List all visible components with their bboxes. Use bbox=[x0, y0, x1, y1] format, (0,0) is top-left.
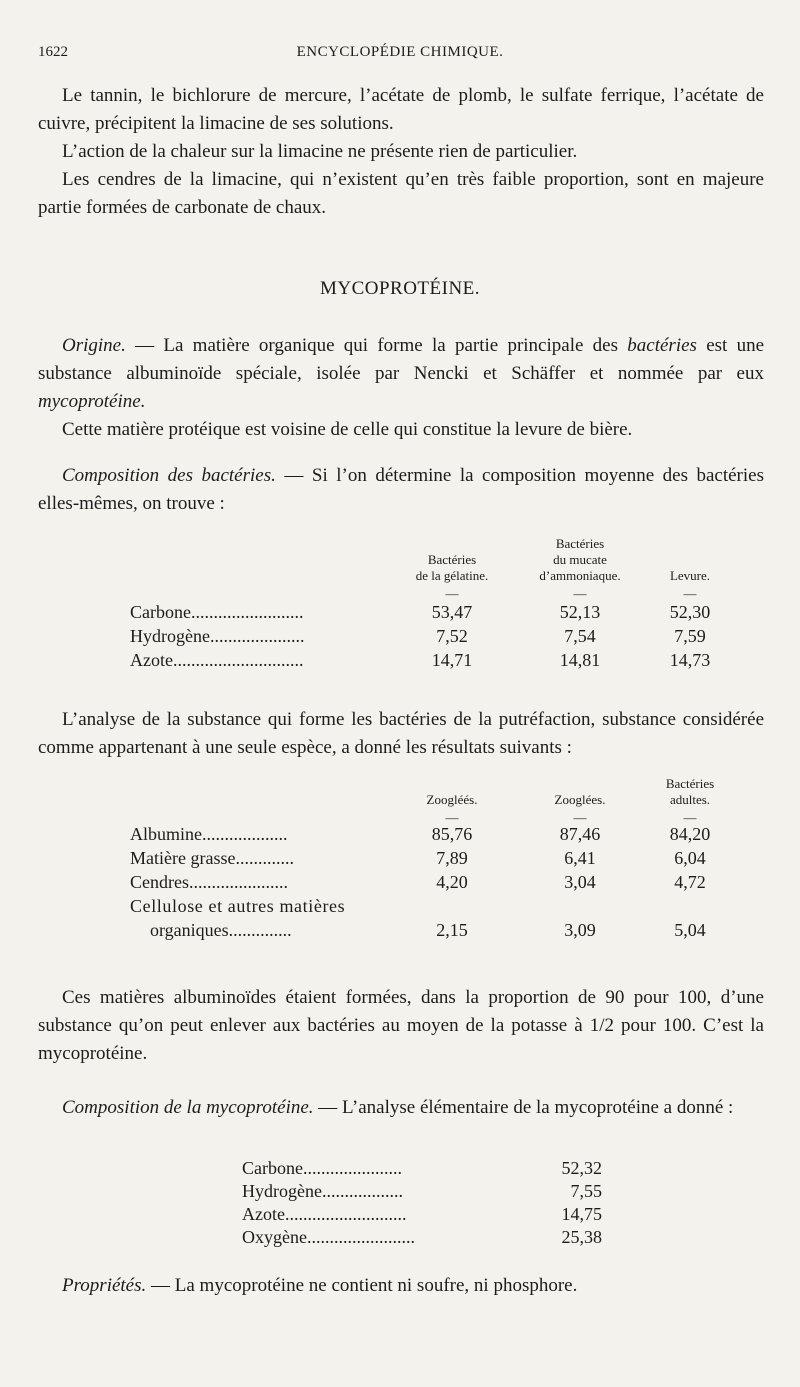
proprietes-text: — La mycoprotéine ne contient ni soufre, ni phosphore. bbox=[146, 1275, 578, 1296]
composition-bacteries-text: — Si l’on détermine la composition moyenne des bactéries elles-mêmes, on trouve : bbox=[38, 465, 764, 514]
row-label: Albumine................... bbox=[130, 824, 288, 844]
cell-value: 52,32 bbox=[561, 1158, 602, 1178]
row-label: Cendres...................... bbox=[130, 872, 288, 892]
table2-dash-2: — bbox=[573, 810, 587, 825]
cell-value: 52,30 bbox=[669, 602, 711, 622]
cell-value: 7,59 bbox=[674, 626, 706, 646]
cell-value: 14,73 bbox=[669, 650, 711, 670]
proprietes-label: Propriétés. bbox=[62, 1275, 147, 1296]
table2-dash-1: — bbox=[445, 810, 459, 825]
cell-value: 85,76 bbox=[431, 824, 473, 844]
table-row bbox=[130, 650, 730, 676]
table2-col-header-3: Bactéries adultes. bbox=[665, 776, 715, 807]
table-row bbox=[130, 872, 730, 898]
table-row bbox=[130, 626, 730, 652]
table-row bbox=[130, 896, 730, 922]
table2-col-header-2: Zooglées. bbox=[554, 792, 606, 807]
composition-bacteries-label: Composition des bactéries. bbox=[62, 465, 276, 486]
cell-value: 14,71 bbox=[431, 650, 473, 670]
origine-text-a: — La matière organique qui forme la partie principale des bbox=[125, 335, 628, 356]
row-label: Azote........................... bbox=[242, 1204, 407, 1224]
albuminoides-paragraph: Ces matières albuminoïdes étaient formées, dans la proportion de 90 pour 100, d’une substance qu’on peut enlever aux bactéries au moyen de la potasse à 1/2 pour 100. C’est la mycoprotéine. bbox=[38, 987, 764, 1064]
intro-paragraph-3: Les cendres de la limacine, qui n’existent qu’en très faible proportion, sont en majeure partie formées de carbonate de chaux. bbox=[38, 169, 764, 218]
composition-mycoproteine-label: Composition de la mycoprotéine. bbox=[62, 1097, 314, 1118]
proprietes-paragraph bbox=[38, 1272, 764, 1300]
table1-col-header-3: Levure. bbox=[669, 568, 711, 583]
table1-col-header-1: Bactéries de la gélatine. bbox=[415, 552, 489, 583]
cell-value: 14,75 bbox=[561, 1204, 602, 1224]
running-title: ENCYCLOPÉDIE CHIMIQUE. bbox=[296, 44, 504, 60]
origine-paragraph bbox=[38, 332, 764, 416]
table2-col-header-1: Zoogléés. bbox=[426, 792, 478, 807]
table-row bbox=[130, 602, 730, 628]
cell-value: 7,52 bbox=[436, 626, 468, 646]
table-row bbox=[242, 1227, 622, 1253]
table1-dash-2: — bbox=[573, 586, 587, 601]
cell-value: 84,20 bbox=[669, 824, 711, 844]
page-number: 1622 bbox=[38, 44, 68, 60]
cell-value: 6,04 bbox=[674, 848, 706, 868]
cell-value: 6,41 bbox=[564, 848, 596, 868]
cell-value: 3,09 bbox=[564, 920, 596, 940]
row-label: Carbone......................... bbox=[130, 602, 304, 622]
cell-value: 5,04 bbox=[674, 920, 706, 940]
origine-paragraph-2: Cette matière protéique est voisine de celle qui constitue la levure de bière. bbox=[62, 419, 633, 440]
composition-bacteries-paragraph bbox=[38, 462, 764, 518]
cell-value: 3,04 bbox=[564, 872, 596, 892]
table1-col-header-2: Bactéries du mucate d’ammoniaque. bbox=[539, 536, 621, 583]
row-label: Matière grasse............. bbox=[130, 848, 294, 868]
table-row bbox=[130, 920, 730, 946]
row-label: Azote............................. bbox=[130, 650, 304, 670]
row-label: Oxygène........................ bbox=[242, 1227, 415, 1247]
table-row bbox=[130, 824, 730, 850]
cell-value: 25,38 bbox=[561, 1227, 602, 1247]
origine-label: Origine. bbox=[62, 335, 126, 356]
composition-table-2 bbox=[130, 776, 730, 956]
cell-value: 4,72 bbox=[674, 872, 706, 892]
cell-value: 53,47 bbox=[431, 602, 473, 622]
cell-value: 2,15 bbox=[436, 920, 468, 940]
composition-mycoproteine-paragraph bbox=[38, 1094, 764, 1122]
row-label: Hydrogène.................. bbox=[242, 1181, 403, 1201]
composition-mycoproteine-text: — L’analyse élémentaire de la mycoprotéine a donné : bbox=[313, 1097, 734, 1118]
cell-value: 7,54 bbox=[564, 626, 596, 646]
row-label: Cellulose et autres matières bbox=[130, 896, 346, 916]
intro-paragraph-2: L’action de la chaleur sur la limacine ne présente rien de particulier. bbox=[62, 141, 578, 162]
cell-value: 7,55 bbox=[570, 1181, 602, 1201]
table-row bbox=[130, 848, 730, 874]
page-header bbox=[38, 44, 762, 68]
mycoproteine-term: mycoprotéine. bbox=[38, 391, 146, 412]
row-label: organiques.............. bbox=[150, 920, 292, 940]
cell-value: 14,81 bbox=[559, 650, 601, 670]
row-label: Carbone...................... bbox=[242, 1158, 402, 1178]
composition-table-3 bbox=[242, 1158, 622, 1268]
composition-table-1 bbox=[130, 532, 730, 682]
cell-value: 87,46 bbox=[559, 824, 601, 844]
intro-paragraph-1: Le tannin, le bichlorure de mercure, l’acétate de plomb, le sulfate ferrique, l’acétate de cuivre, précipitent la limacine de ses solutions. bbox=[38, 85, 764, 134]
cell-value: 4,20 bbox=[436, 872, 468, 892]
section-title: MYCOPROTÉINE. bbox=[319, 278, 481, 299]
cell-value: 52,13 bbox=[559, 602, 601, 622]
table1-dash-1: — bbox=[445, 586, 459, 601]
table1-dash-3: — bbox=[683, 586, 697, 601]
table2-dash-3: — bbox=[683, 810, 697, 825]
row-label: Hydrogène..................... bbox=[130, 626, 305, 646]
cell-value: 7,89 bbox=[436, 848, 468, 868]
putrefaction-paragraph: L’analyse de la substance qui forme les bactéries de la putréfaction, substance considérée comme appartenant à une seule espèce, a donné les résultats suivants : bbox=[38, 709, 764, 758]
bacteries-term: bactéries bbox=[627, 335, 697, 356]
origine-text-b: est une substance albuminoïde spéciale, isolée par Nencki et Schäffer et nommée par eux bbox=[38, 335, 765, 384]
